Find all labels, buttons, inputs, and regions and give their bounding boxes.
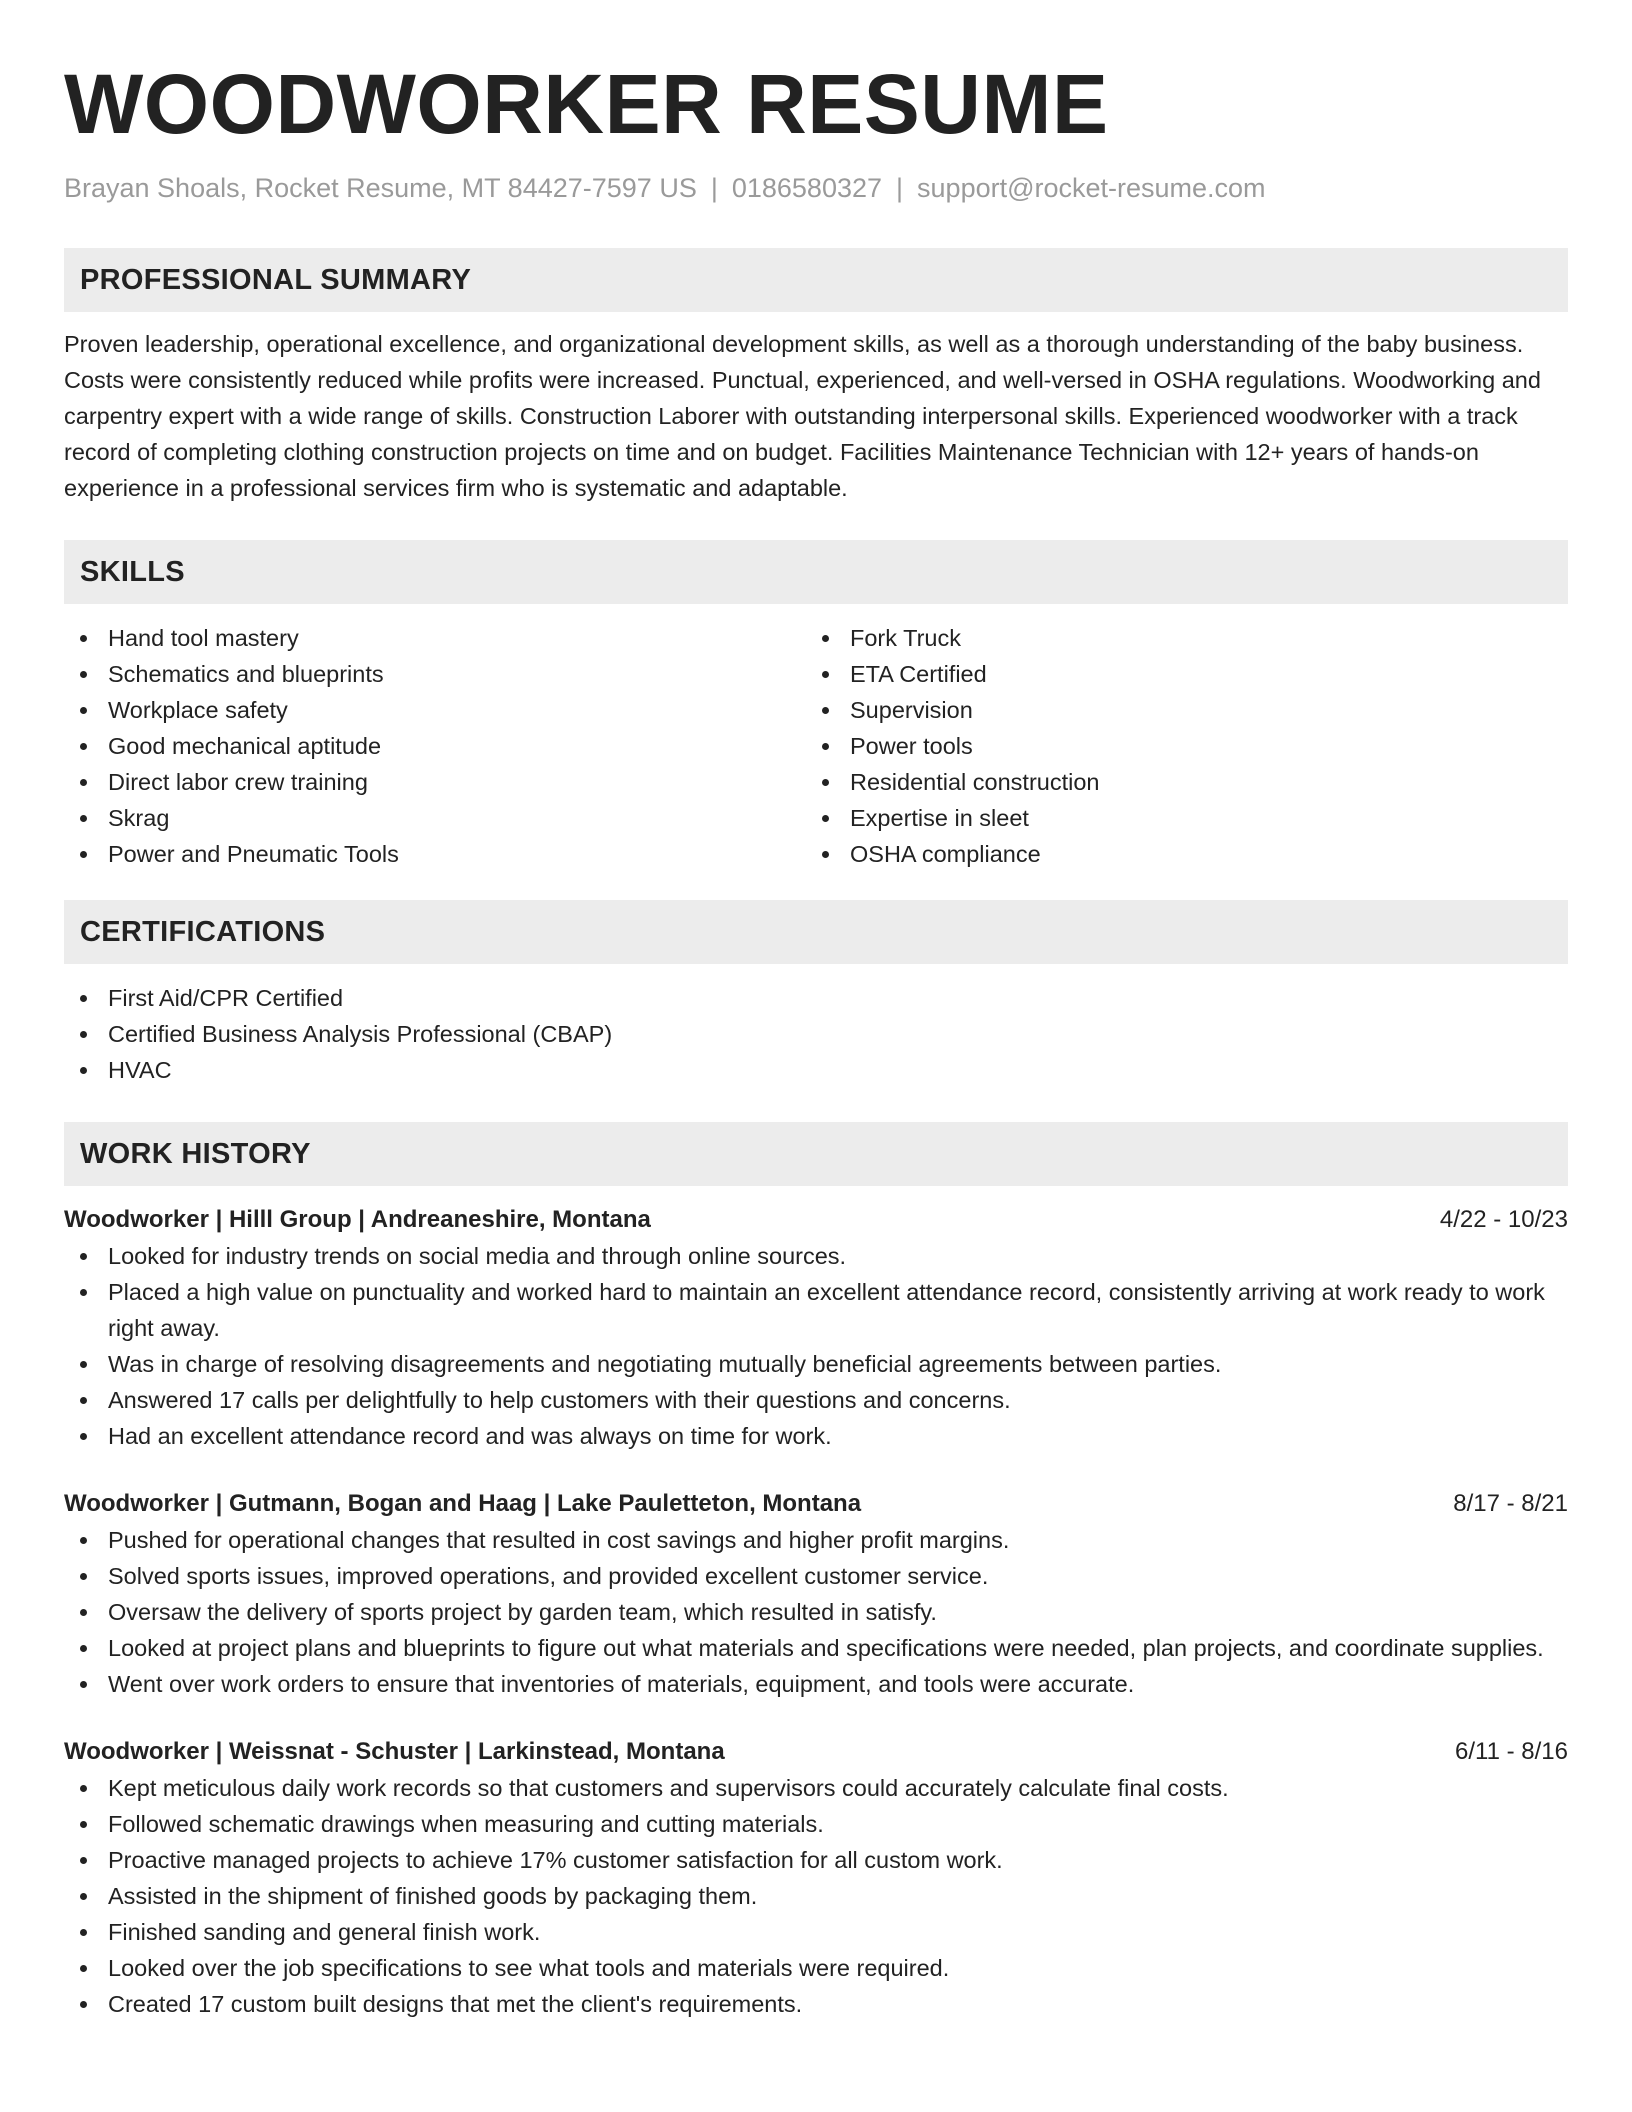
job-entry [64,1202,1568,1454]
section-header-skills: SKILLS [64,540,1568,604]
job-bullet: Kept meticulous daily work records so that customers and supervisors could accurately calculate final costs. [64,1770,1568,1806]
skill-item: Workplace safety [64,692,806,728]
summary-text: Proven leadership, operational excellence, and organizational development skills, as well as a thorough understanding of the baby business. Costs were consistently reduced while profits were increased. Punctual, experienced, and well-versed in OSHA regulations. Woodworking and carpentry expert with a wide range of skills. Construction Laborer with outstanding interpersonal skills. Experienced woodworker with a track record of completing clothing construction projects on time and on budget. Facilities Maintenance Technician with 12+ years of hands-on experience in a professional services firm who is systematic and adaptable. [64,331,1541,501]
job-bullet: Answered 17 calls per delightfully to help customers with their questions and concerns. [64,1382,1568,1418]
contact-line [64,170,1568,206]
contact-email: support@rocket-resume.com [917,173,1266,203]
job-dates: 8/17 - 8/21 [1453,1490,1568,1517]
job-bullet: Looked for industry trends on social media and through online sources. [64,1238,1568,1274]
job-bullets [64,1238,1568,1454]
job-title: Woodworker | Hilll Group | Andreaneshire, Montana [64,1206,651,1233]
skill-item: Residential construction [806,764,1548,800]
contact-separator: | [710,173,718,203]
contact-separator: | [896,173,904,203]
job-title: Woodworker | Weissnat - Schuster | Larkinstead, Montana [64,1738,725,1765]
job-title: Woodworker | Gutmann, Bogan and Haag | Lake Pauletteton, Montana [64,1490,862,1517]
section-header-work-history: WORK HISTORY [64,1122,1568,1186]
skill-item: Skrag [64,800,806,836]
job-bullet: Had an excellent attendance record and was always on time for work. [64,1418,1568,1454]
job-bullet: Followed schematic drawings when measuring and cutting materials. [64,1806,1568,1842]
job-bullet: Placed a high value on punctuality and worked hard to maintain an excellent attendance record, consistently arriving at work ready to work right away. [64,1274,1568,1346]
job-entry [64,1734,1568,2022]
job-bullet: Finished sanding and general finish work. [64,1914,1568,1950]
skill-item: Power tools [806,728,1548,764]
skill-item: Supervision [806,692,1548,728]
job-header [64,1486,1568,1522]
skills-list-right [806,620,1548,872]
job-bullet: Solved sports issues, improved operations, and provided excellent customer service. [64,1558,1568,1594]
job-bullets [64,1522,1568,1702]
skill-item: Good mechanical aptitude [64,728,806,764]
skill-item: ETA Certified [806,656,1548,692]
contact-address: Brayan Shoals, Rocket Resume, MT 84427-7597 US [64,173,697,203]
job-bullet: Was in charge of resolving disagreements and negotiating mutually beneficial agreements between parties. [64,1346,1568,1382]
skills-column-right [806,620,1548,872]
resume-title: WOODWORKER RESUME [64,57,1109,151]
skills-grid [64,620,1568,872]
contact-phone: 0186580327 [731,173,883,203]
certifications-list [64,980,1568,1088]
skill-item: Expertise in sleet [806,800,1548,836]
job-header [64,1734,1568,1770]
job-bullet: Looked at project plans and blueprints to figure out what materials and specifications were needed, plan projects, and coordinate supplies. [64,1630,1568,1666]
job-entry [64,1486,1568,1702]
skill-item: Direct labor crew training [64,764,806,800]
job-bullets [64,1770,1568,2022]
skill-item: Fork Truck [806,620,1548,656]
job-bullet: Created 17 custom built designs that met the client's requirements. [64,1986,1568,2022]
certification-item: First Aid/CPR Certified [64,980,1568,1016]
job-bullet: Assisted in the shipment of finished goods by packaging them. [64,1878,1568,1914]
skills-column-left [64,620,806,872]
certification-item: Certified Business Analysis Professional (CBAP) [64,1016,1568,1052]
job-dates: 4/22 - 10/23 [1439,1206,1568,1233]
skill-item: Schematics and blueprints [64,656,806,692]
job-bullet: Went over work orders to ensure that inventories of materials, equipment, and tools were accurate. [64,1666,1568,1702]
job-bullet: Looked over the job specifications to see what tools and materials were required. [64,1950,1568,1986]
skill-item: Power and Pneumatic Tools [64,836,806,872]
certification-item: HVAC [64,1052,1568,1088]
job-bullet: Oversaw the delivery of sports project by garden team, which resulted in satisfy. [64,1594,1568,1630]
job-dates: 6/11 - 8/16 [1455,1738,1568,1765]
section-header-summary: PROFESSIONAL SUMMARY [64,248,1568,312]
job-bullet: Pushed for operational changes that resulted in cost savings and higher profit margins. [64,1522,1568,1558]
job-bullet: Proactive managed projects to achieve 17% customer satisfaction for all custom work. [64,1842,1568,1878]
skill-item: Hand tool mastery [64,620,806,656]
resume-page [64,58,1568,2022]
skills-list-left [64,620,806,872]
section-header-certifications: CERTIFICATIONS [64,900,1568,964]
job-header [64,1202,1568,1238]
skill-item: OSHA compliance [806,836,1548,872]
